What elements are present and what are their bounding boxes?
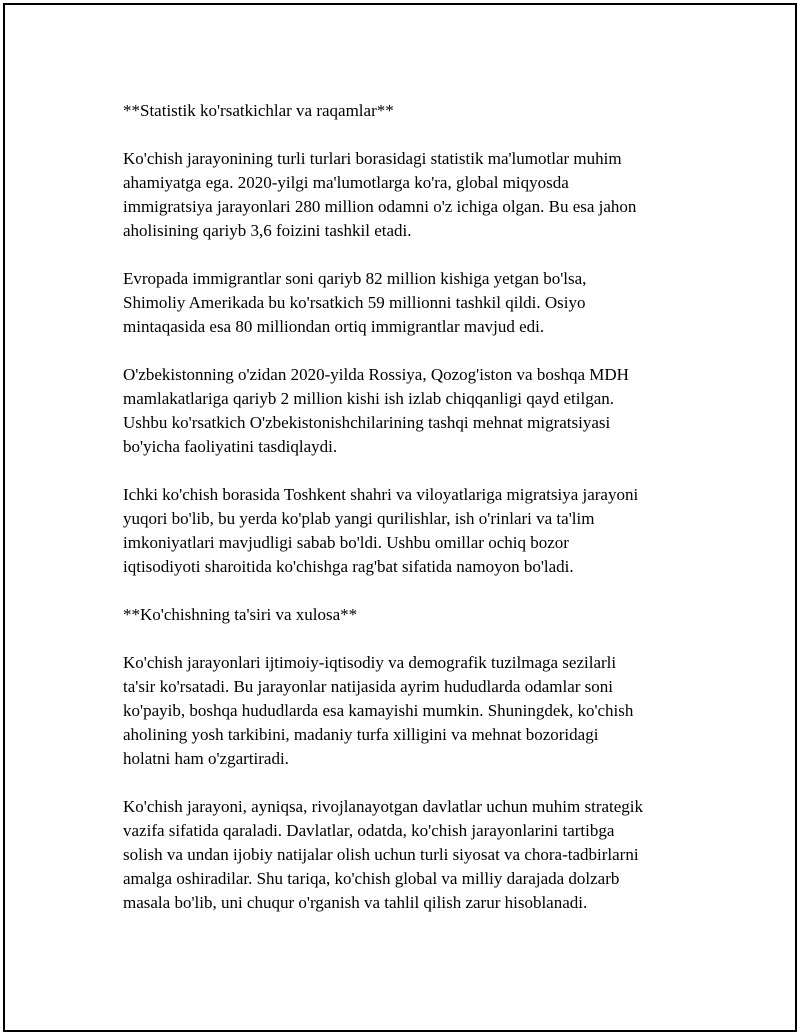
paragraph-uzbekistan-migration: O'zbekistonning o'zidan 2020-yilda Rossiya, Qozog'iston va boshqa MDH mamlakatlariga qariyb 2 million kishi ish izlab chiqqanligi qayd etilgan. Ushbu ko'rsatkich O'zbekistonishchilarining tashqi mehnat migratsiyasi bo'yicha faoliyatini tasdiqlaydi. bbox=[123, 365, 629, 456]
paragraph-impact: Ko'chish jarayonlari ijtimoiy-iqtisodiy va demografik tuzilmaga sezilarli ta'sir ko'rsatadi. Bu jarayonlar natijasida ayrim hududlarda odamlar soni ko'payib, boshqa hududlarda esa kamayishi mumkin. Shuningdek, ko'chish aholining yosh tarkibini, madaniy turfa xilligini va mehnat bozoridagi holatni ham o'zgartiradi. bbox=[123, 653, 634, 768]
paragraph-global-statistics: Ko'chish jarayonining turli turlari borasidagi statistik ma'lumotlar muhim ahamiyatga ega. 2020-yilgi ma'lumotlarga ko'ra, global miqyosda immigratsiya jarayonlari 280 million odamni o'z ichiga olgan. Bu esa jahon aholisining qariyb 3,6 foizini tashkil etadi. bbox=[123, 149, 637, 240]
paragraph-regional-statistics: Evropada immigrantlar soni qariyb 82 million kishiga yetgan bo'lsa, Shimoliy Amerikada bu ko'rsatkich 59 millionni tashkil qildi. Osiyo mintaqasida esa 80 milliondan ortiq immigrantlar mavjud edi. bbox=[123, 269, 587, 336]
document-body bbox=[123, 99, 703, 939]
paragraph-internal-migration: Ichki ko'chish borasida Toshkent shahri va viloyatlariga migratsiya jarayoni yuqori bo'lib, bu yerda ko'plab yangi qurilishlar, ish o'rinlari va ta'lim imkoniyatlari mavjudligi sabab bo'ldi. Ushbu omillar ochiq bozor iqtisodiyoti sharoitida ko'chishga rag'bat sifatida namoyon bo'ladi. bbox=[123, 485, 639, 576]
page-frame bbox=[3, 3, 797, 1032]
paragraph-conclusion: Ko'chish jarayoni, ayniqsa, rivojlanayotgan davlatlar uchun muhim strategik vazifa sifatida qaraladi. Davlatlar, odatda, ko'chish jarayonlarini tartibga solish va undan ijobiy natijalar olish uchun turli siyosat va chora-tadbirlarni amalga oshiradilar. Shu tariqa, ko'chish global va milliy darajada dolzarb masala bo'lib, uni chuqur o'rganish va tahlil qilish zarur hisoblanadi. bbox=[123, 797, 644, 912]
section-heading-impact: **Ko'chishning ta'siri va xulosa** bbox=[123, 605, 358, 624]
section-heading-statistics: **Statistik ko'rsatkichlar va raqamlar** bbox=[123, 101, 394, 120]
